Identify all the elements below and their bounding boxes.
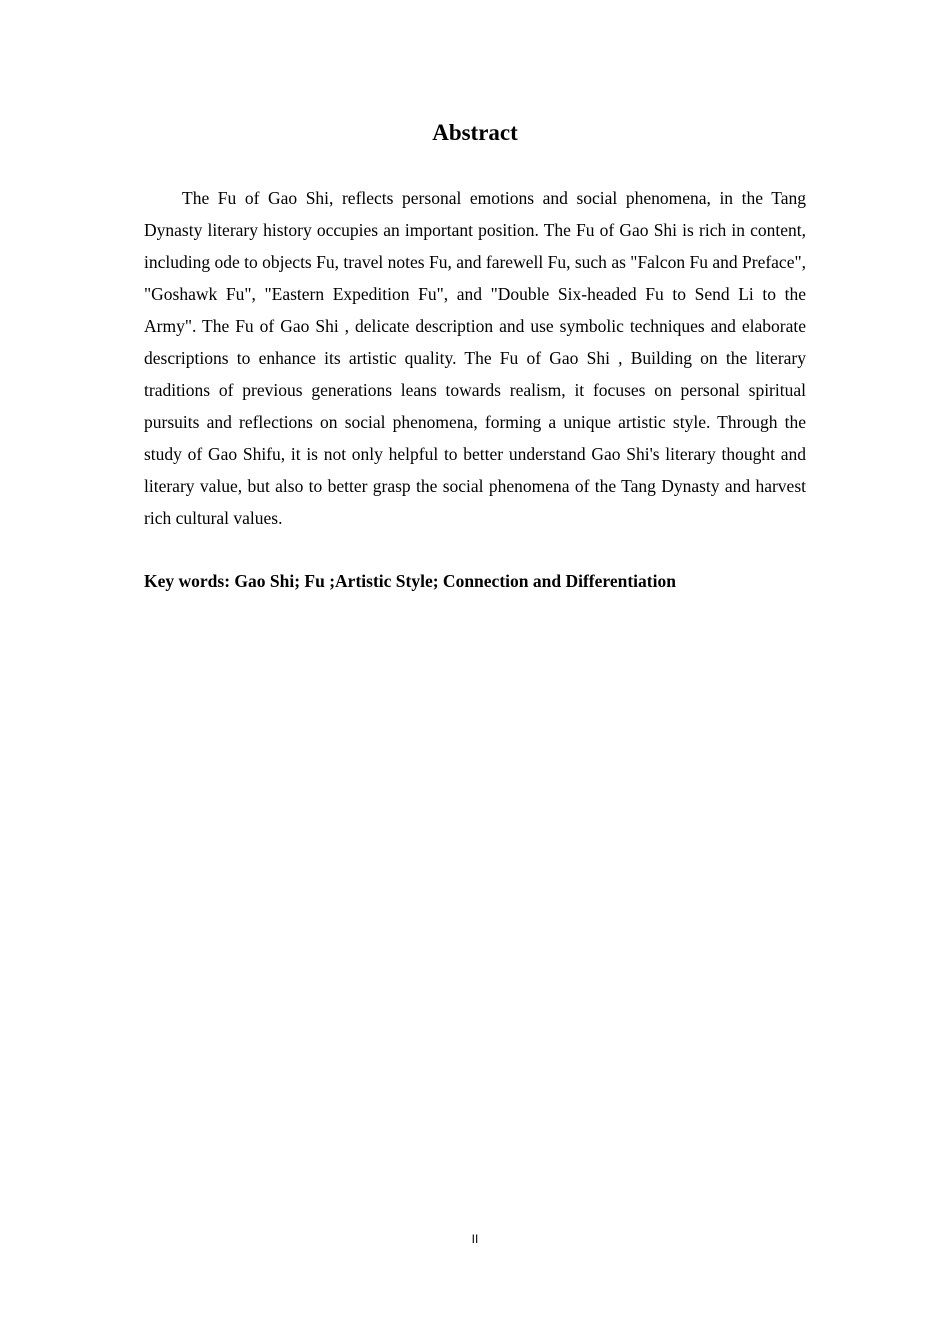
abstract-body: The Fu of Gao Shi, reflects personal emotions and social phenomena, in the Tang Dynasty literary history occupies an important position. The Fu of Gao Shi is rich in content, including ode to objects Fu, travel notes Fu, and farewell Fu, such as "Falcon Fu and Preface", "Goshawk Fu", "Eastern Expedition Fu", and "Double Six-headed Fu to Send Li to the Army". The Fu of Gao Shi , delicate description and use symbolic techniques and elaborate descriptions to enhance its artistic quality. The Fu of Gao Shi , Building on the literary traditions of previous generations leans towards realism, it focuses on personal spiritual pursuits and reflections on social phenomena, forming a unique artistic style. Through the study of Gao Shifu, it is not only helpful to better understand Gao Shi's literary thought and literary value, but also to better grasp the social phenomena of the Tang Dynasty and harvest rich cultural values. [144,188,806,528]
keywords-line: Key words: Gao Shi; Fu ;Artistic Style; Connection and Differentiation [144,571,676,591]
abstract-title: Abstract [432,120,518,145]
page-number: II [471,1232,479,1246]
